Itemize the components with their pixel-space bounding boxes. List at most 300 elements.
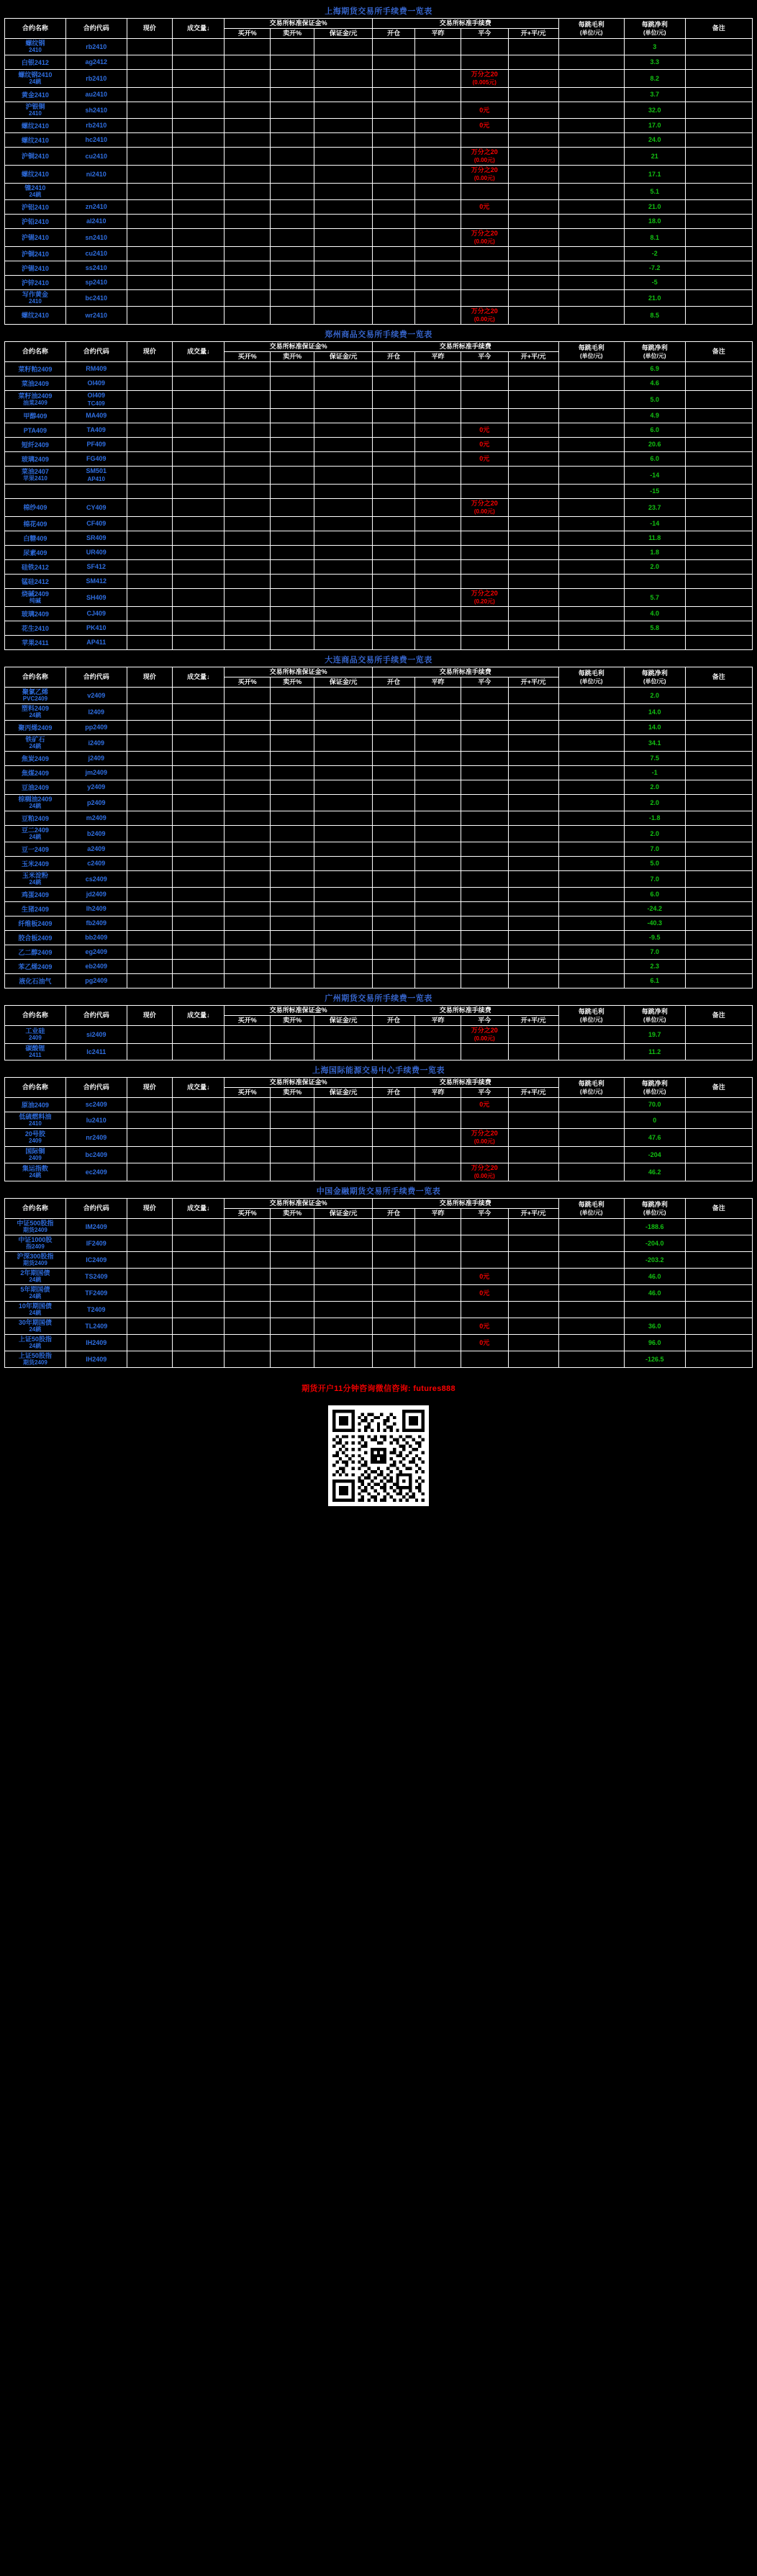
cell-price: [127, 1044, 173, 1060]
th-net-profit: 每跳净利 (单位/元): [624, 1006, 685, 1026]
table-row[interactable]: [5, 39, 753, 55]
cell-margin-amount: [314, 888, 373, 902]
table-row[interactable]: [5, 133, 753, 148]
cell-close-today-fee: [461, 1235, 508, 1252]
cell-contract-name: 螺纹钢 2410: [5, 39, 66, 55]
cell-net-profit: -15: [624, 485, 685, 499]
th-margin-amount: 保证金/元: [314, 1088, 373, 1098]
cell-price: [127, 290, 173, 307]
table-row[interactable]: [5, 517, 753, 531]
cell-margin-amount: [314, 575, 373, 589]
cell-remark: [685, 766, 752, 780]
table-row[interactable]: [5, 636, 753, 650]
table-row[interactable]: [5, 215, 753, 229]
cell-gross-profit: [558, 546, 624, 560]
table-row[interactable]: [5, 974, 753, 988]
cell-gross-profit: [558, 531, 624, 546]
cell-open-plus-close: [508, 780, 558, 795]
cell-sell-open: [270, 1235, 314, 1252]
cell-contract-code: SR409: [65, 531, 127, 546]
cell-gross-profit: [558, 485, 624, 499]
cell-contract-code: pg2409: [65, 974, 127, 988]
table-row[interactable]: [5, 1302, 753, 1318]
table-row[interactable]: [5, 735, 753, 752]
cell-sell-open: [270, 1269, 314, 1285]
th-open-plus-close: 开+平/元: [508, 1088, 558, 1098]
table-row[interactable]: [5, 1112, 753, 1129]
cell-remark: [685, 842, 752, 857]
cell-buy-open: [225, 752, 271, 766]
cell-open-fee: [372, 589, 414, 607]
th-open: 开仓: [372, 1209, 414, 1219]
cell-price: [127, 1252, 173, 1269]
cell-margin-amount: [314, 917, 373, 931]
cell-contract-name: 豆油2409: [5, 780, 66, 795]
cell-contract-code: CY409: [65, 499, 127, 517]
cell-gross-profit: [558, 391, 624, 409]
cell-close-prev-fee: [415, 276, 461, 290]
cell-price: [127, 70, 173, 88]
cell-margin-amount: [314, 811, 373, 826]
cell-buy-open: [225, 517, 271, 531]
cell-open-fee: [372, 1318, 414, 1335]
cell-volume: [173, 1351, 225, 1368]
cell-gross-profit: [558, 409, 624, 423]
cell-sell-open: [270, 688, 314, 704]
cell-sell-open: [270, 1026, 314, 1044]
table-row[interactable]: [5, 1147, 753, 1163]
cell-close-prev-fee: [415, 409, 461, 423]
cell-volume: [173, 102, 225, 119]
cell-sell-open: [270, 621, 314, 636]
th-sell-open: 卖开%: [270, 677, 314, 688]
table-row[interactable]: [5, 1026, 753, 1044]
table-row[interactable]: [5, 290, 753, 307]
cell-contract-code: IC2409: [65, 1252, 127, 1269]
th-open: 开仓: [372, 352, 414, 362]
th-sell-open: 卖开%: [270, 29, 314, 39]
cell-open-plus-close: [508, 826, 558, 842]
cell-close-today-fee: 0元: [461, 1269, 508, 1285]
cell-contract-name: 螺纹钢2410 24跳: [5, 70, 66, 88]
table-row[interactable]: [5, 88, 753, 102]
th-contract-name: 合约名称: [5, 19, 66, 39]
cell-gross-profit: [558, 607, 624, 621]
cell-sell-open: [270, 945, 314, 960]
cell-open-fee: [372, 1163, 414, 1181]
table-row[interactable]: [5, 1351, 753, 1368]
cell-open-fee: [372, 1269, 414, 1285]
cell-close-today-fee: 0元: [461, 1335, 508, 1351]
cell-price: [127, 931, 173, 945]
cell-net-profit: 7.5: [624, 752, 685, 766]
cell-margin-amount: [314, 560, 373, 575]
table-row[interactable]: [5, 166, 753, 184]
cell-sell-open: [270, 184, 314, 200]
table-row[interactable]: [5, 560, 753, 575]
cell-contract-name: 纤维板2409: [5, 917, 66, 931]
cell-buy-open: [225, 102, 271, 119]
table-row[interactable]: [5, 438, 753, 452]
cell-volume: [173, 811, 225, 826]
table-row[interactable]: [5, 119, 753, 133]
table-row[interactable]: [5, 102, 753, 119]
table-row[interactable]: [5, 795, 753, 811]
cell-open-plus-close: [508, 184, 558, 200]
cell-sell-open: [270, 133, 314, 148]
cell-sell-open: [270, 1285, 314, 1302]
cell-sell-open: [270, 485, 314, 499]
cell-close-today-fee: [461, 215, 508, 229]
cell-price: [127, 102, 173, 119]
cell-volume: [173, 409, 225, 423]
cell-close-today-fee: [461, 688, 508, 704]
table-row[interactable]: [5, 531, 753, 546]
table-row[interactable]: [5, 780, 753, 795]
cell-buy-open: [225, 200, 271, 215]
table-row[interactable]: [5, 55, 753, 70]
table-row[interactable]: [5, 1219, 753, 1235]
table-row[interactable]: [5, 945, 753, 960]
table-row[interactable]: [5, 857, 753, 871]
cell-volume: [173, 200, 225, 215]
cell-remark: [685, 811, 752, 826]
cell-close-prev-fee: [415, 261, 461, 276]
cell-buy-open: [225, 70, 271, 88]
table-row[interactable]: [5, 184, 753, 200]
cell-sell-open: [270, 290, 314, 307]
cell-gross-profit: [558, 133, 624, 148]
th-volume[interactable]: 成交量↓: [173, 1199, 225, 1219]
cell-sell-open: [270, 247, 314, 261]
cell-close-today-fee: [461, 888, 508, 902]
table-row[interactable]: [5, 1163, 753, 1181]
cell-buy-open: [225, 452, 271, 467]
cell-gross-profit: [558, 888, 624, 902]
cell-open-fee: [372, 960, 414, 974]
cell-margin-amount: [314, 795, 373, 811]
th-buy-open: 买开%: [225, 1209, 271, 1219]
th-group-fee: 交易所标准手续费: [372, 667, 558, 677]
exchange-section: [0, 3, 757, 325]
th-net-profit: 每跳净利 (单位/元): [624, 1078, 685, 1098]
table-row[interactable]: [5, 1269, 753, 1285]
table-row[interactable]: [5, 721, 753, 735]
cell-net-profit: 8.5: [624, 307, 685, 325]
cell-open-plus-close: [508, 575, 558, 589]
cell-buy-open: [225, 960, 271, 974]
cell-gross-profit: [558, 119, 624, 133]
cell-price: [127, 1147, 173, 1163]
cell-close-today-fee: 万分之20 (0.00元): [461, 1163, 508, 1181]
th-price: 现价: [127, 19, 173, 39]
cell-price: [127, 704, 173, 721]
cell-close-today-fee: 万分之20 (0.00元): [461, 499, 508, 517]
cell-close-today-fee: [461, 704, 508, 721]
th-price: 现价: [127, 1199, 173, 1219]
cell-sell-open: [270, 229, 314, 247]
th-remark: 备注: [685, 342, 752, 362]
cell-buy-open: [225, 1026, 271, 1044]
cell-margin-amount: [314, 1285, 373, 1302]
cell-contract-code: SM501 AP410: [65, 467, 127, 485]
cell-open-plus-close: [508, 560, 558, 575]
th-sell-open: 卖开%: [270, 1088, 314, 1098]
th-group-fee: 交易所标准手续费: [372, 19, 558, 29]
table-row[interactable]: [5, 247, 753, 261]
table-row[interactable]: [5, 229, 753, 247]
cell-margin-amount: [314, 1112, 373, 1129]
table-row[interactable]: [5, 499, 753, 517]
cell-open-fee: [372, 409, 414, 423]
cell-contract-code: UR409: [65, 546, 127, 560]
cell-margin-amount: [314, 1044, 373, 1060]
table-row[interactable]: [5, 362, 753, 377]
cell-contract-code: v2409: [65, 688, 127, 704]
table-row[interactable]: [5, 423, 753, 438]
cell-margin-amount: [314, 1269, 373, 1285]
cell-close-today-fee: [461, 377, 508, 391]
cell-remark: [685, 499, 752, 517]
table-row[interactable]: [5, 1044, 753, 1060]
cell-buy-open: [225, 215, 271, 229]
th-open-plus-close: 开+平/元: [508, 29, 558, 39]
cell-sell-open: [270, 39, 314, 55]
cell-close-today-fee: [461, 39, 508, 55]
cell-gross-profit: [558, 752, 624, 766]
cell-open-fee: [372, 607, 414, 621]
table-row[interactable]: [5, 704, 753, 721]
cell-buy-open: [225, 917, 271, 931]
cell-buy-open: [225, 166, 271, 184]
cell-volume: [173, 1302, 225, 1318]
cell-remark: [685, 307, 752, 325]
cell-net-profit: 5.0: [624, 391, 685, 409]
cell-volume: [173, 1026, 225, 1044]
cell-close-prev-fee: [415, 531, 461, 546]
th-volume[interactable]: 成交量↓: [173, 1078, 225, 1098]
table-row[interactable]: [5, 888, 753, 902]
cell-close-prev-fee: [415, 1026, 461, 1044]
cell-remark: [685, 1112, 752, 1129]
cell-net-profit: 5.0: [624, 857, 685, 871]
th-sell-open: 卖开%: [270, 352, 314, 362]
table-row[interactable]: [5, 70, 753, 88]
table-row[interactable]: [5, 931, 753, 945]
cell-net-profit: 14.0: [624, 704, 685, 721]
table-row[interactable]: [5, 917, 753, 931]
cell-close-today-fee: [461, 1252, 508, 1269]
cell-remark: [685, 826, 752, 842]
cell-buy-open: [225, 1098, 271, 1112]
table-row[interactable]: [5, 261, 753, 276]
table-row[interactable]: [5, 826, 753, 842]
th-group-margin: 交易所标准保证金%: [225, 1078, 373, 1088]
cell-gross-profit: [558, 871, 624, 888]
cell-net-profit: 96.0: [624, 1335, 685, 1351]
table-row[interactable]: [5, 621, 753, 636]
th-close-prev: 平昨: [415, 1016, 461, 1026]
cell-contract-code: eg2409: [65, 945, 127, 960]
cell-margin-amount: [314, 148, 373, 166]
cell-contract-name: 菜籽粕2409: [5, 362, 66, 377]
cell-sell-open: [270, 857, 314, 871]
table-row[interactable]: [5, 960, 753, 974]
cell-sell-open: [270, 215, 314, 229]
table-row[interactable]: [5, 485, 753, 499]
cell-contract-name: 5年期国债 24跳: [5, 1285, 66, 1302]
cell-contract-name: 原油2409: [5, 1098, 66, 1112]
cell-close-prev-fee: [415, 766, 461, 780]
table-row[interactable]: [5, 1235, 753, 1252]
table-row[interactable]: [5, 467, 753, 485]
cell-gross-profit: [558, 247, 624, 261]
cell-contract-name: 黄金2410: [5, 88, 66, 102]
table-row[interactable]: [5, 589, 753, 607]
cell-open-plus-close: [508, 974, 558, 988]
cell-gross-profit: [558, 902, 624, 917]
cell-margin-amount: [314, 1235, 373, 1252]
cell-close-today-fee: [461, 409, 508, 423]
cell-contract-name: 上证50股指 24跳: [5, 1335, 66, 1351]
cell-open-plus-close: [508, 215, 558, 229]
table-row[interactable]: [5, 688, 753, 704]
cell-gross-profit: [558, 423, 624, 438]
table-row[interactable]: [5, 902, 753, 917]
cell-open-plus-close: [508, 88, 558, 102]
table-row[interactable]: [5, 752, 753, 766]
cell-sell-open: [270, 276, 314, 290]
cell-close-prev-fee: [415, 1252, 461, 1269]
cell-margin-amount: [314, 409, 373, 423]
cell-contract-name: 甲醇409: [5, 409, 66, 423]
cell-close-prev-fee: [415, 735, 461, 752]
cell-close-prev-fee: [415, 811, 461, 826]
th-volume[interactable]: 成交量↓: [173, 667, 225, 688]
table-row[interactable]: [5, 409, 753, 423]
th-volume[interactable]: 成交量↓: [173, 1006, 225, 1026]
table-row[interactable]: [5, 148, 753, 166]
cell-close-prev-fee: [415, 55, 461, 70]
table-row[interactable]: [5, 607, 753, 621]
cell-open-plus-close: [508, 1235, 558, 1252]
cell-contract-name: 烧碱2409 纯碱: [5, 589, 66, 607]
cell-price: [127, 55, 173, 70]
cell-sell-open: [270, 438, 314, 452]
table-row[interactable]: [5, 1252, 753, 1269]
table-row[interactable]: [5, 276, 753, 290]
wechat-qr-code[interactable]: [328, 1405, 429, 1506]
cell-open-fee: [372, 148, 414, 166]
cell-close-prev-fee: [415, 229, 461, 247]
table-row[interactable]: [5, 1318, 753, 1335]
cell-sell-open: [270, 102, 314, 119]
cell-close-today-fee: [461, 857, 508, 871]
cell-net-profit: -40.3: [624, 917, 685, 931]
cell-margin-amount: [314, 1129, 373, 1147]
table-row[interactable]: [5, 200, 753, 215]
cell-contract-code: lu2410: [65, 1112, 127, 1129]
cell-net-profit: [624, 575, 685, 589]
cell-open-plus-close: [508, 1129, 558, 1147]
cell-net-profit: 2.0: [624, 795, 685, 811]
cell-remark: [685, 39, 752, 55]
cell-close-prev-fee: [415, 560, 461, 575]
table-row[interactable]: [5, 546, 753, 560]
cell-price: [127, 1351, 173, 1368]
table-row[interactable]: [5, 1098, 753, 1112]
cell-margin-amount: [314, 377, 373, 391]
th-group-margin: 交易所标准保证金%: [225, 667, 373, 677]
cell-close-prev-fee: [415, 119, 461, 133]
cell-net-profit: 6.1: [624, 974, 685, 988]
cell-margin-amount: [314, 1335, 373, 1351]
table-row[interactable]: [5, 766, 753, 780]
cell-net-profit: 7.0: [624, 842, 685, 857]
cell-volume: [173, 721, 225, 735]
cell-close-prev-fee: [415, 184, 461, 200]
table-row[interactable]: [5, 1129, 753, 1147]
cell-contract-code: bc2410: [65, 290, 127, 307]
cell-price: [127, 276, 173, 290]
cell-remark: [685, 704, 752, 721]
cell-contract-code: sc2409: [65, 1098, 127, 1112]
table-row[interactable]: [5, 391, 753, 409]
cell-price: [127, 452, 173, 467]
cell-gross-profit: [558, 438, 624, 452]
table-row[interactable]: [5, 842, 753, 857]
cell-close-prev-fee: [415, 1235, 461, 1252]
table-row[interactable]: [5, 307, 753, 325]
table-row[interactable]: [5, 871, 753, 888]
table-row[interactable]: [5, 1285, 753, 1302]
cell-contract-name: 尿素409: [5, 546, 66, 560]
cell-sell-open: [270, 423, 314, 438]
cell-open-fee: [372, 1351, 414, 1368]
cell-open-plus-close: [508, 546, 558, 560]
cell-close-today-fee: [461, 842, 508, 857]
th-volume[interactable]: 成交量↓: [173, 19, 225, 39]
cell-close-today-fee: 万分之20 (0.00元): [461, 229, 508, 247]
cell-margin-amount: [314, 39, 373, 55]
cell-close-today-fee: [461, 517, 508, 531]
cell-gross-profit: [558, 735, 624, 752]
cell-volume: [173, 752, 225, 766]
table-row[interactable]: [5, 452, 753, 467]
cell-price: [127, 438, 173, 452]
cell-volume: [173, 423, 225, 438]
cell-buy-open: [225, 636, 271, 650]
cell-close-prev-fee: [415, 621, 461, 636]
cell-open-fee: [372, 247, 414, 261]
cell-close-today-fee: [461, 960, 508, 974]
table-row[interactable]: [5, 1335, 753, 1351]
table-row[interactable]: [5, 377, 753, 391]
cell-open-plus-close: [508, 499, 558, 517]
cell-volume: [173, 1318, 225, 1335]
cell-open-plus-close: [508, 55, 558, 70]
table-row[interactable]: [5, 811, 753, 826]
cell-margin-amount: [314, 842, 373, 857]
cell-close-prev-fee: [415, 688, 461, 704]
cell-open-fee: [372, 88, 414, 102]
cell-open-fee: [372, 55, 414, 70]
table-row[interactable]: [5, 575, 753, 589]
th-volume[interactable]: 成交量↓: [173, 342, 225, 362]
cell-remark: [685, 133, 752, 148]
cell-open-fee: [372, 560, 414, 575]
cell-open-fee: [372, 1285, 414, 1302]
